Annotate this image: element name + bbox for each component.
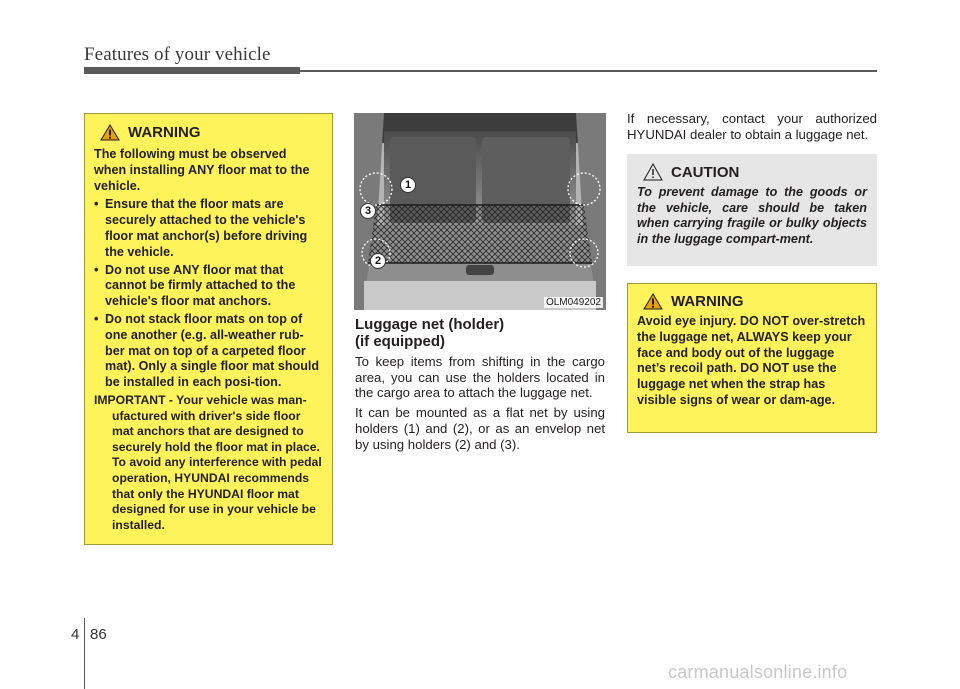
body-paragraph: If necessary, contact your authorized HYUNDAI dealer to obtain a luggage net.: [627, 111, 877, 142]
luggage-net-warning-box: [627, 283, 877, 433]
floor-mat-warning-box: [84, 113, 333, 545]
photo-code: OLM049202: [545, 297, 601, 308]
caution-triangle-icon: [643, 163, 663, 181]
luggage-net-body: [355, 354, 605, 456]
warning-bullet-list: [94, 197, 322, 391]
section-title: [355, 316, 607, 350]
body-paragraph: To keep items from shifting in the cargo area, you can use the holders located in the cargo area to attach the luggage net.: [355, 354, 605, 401]
warning-intro: The following must be observed when installing ANY floor mat to the vehicle.: [94, 147, 310, 193]
warning-body: [94, 147, 322, 533]
cargo-net-illustration: [354, 113, 606, 310]
warning-triangle-icon: [100, 124, 120, 141]
warning-title: WARNING: [128, 124, 201, 141]
section-title-line1: Luggage net (holder): [355, 316, 505, 333]
page-header-title: Features of your vehicle: [84, 44, 271, 65]
footer-rule: [84, 618, 85, 689]
warning-title: WARNING: [671, 293, 744, 310]
warning-body: Avoid eye injury. DO NOT over-stretch the luggage net, ALWAYS keep your face and body out of the luggage net’s recoil path. DO NOT use the luggage net when the strap has visible signs of wear or dam-age.: [637, 314, 866, 407]
caution-box: [627, 154, 877, 266]
callout-holder-1: 1: [400, 177, 416, 193]
header-rule-thick: [84, 67, 300, 74]
chapter-number: 4: [71, 626, 80, 643]
warning-triangle-icon: [643, 293, 663, 310]
cargo-area-photo: [354, 113, 606, 310]
body-paragraph: It can be mounted as a flat net by using holders (1) and (2), or as an envelop net by using holders (2) and (3).: [355, 405, 605, 452]
warning-heading: [100, 124, 322, 141]
important-note: IMPORTANT - Your vehicle was man-ufactured with driver's side floor mat anchors that are designed to securely hold the floor mat in place. To avoid any interference with pedal operation, HYUNDAI recommends that only the HYUNDAI floor mat designed for use in your vehicle be installed.: [94, 392, 322, 532]
section-title-line2: (if equipped): [355, 333, 445, 350]
warning-bullet: • Do not use ANY floor mat that cannot be firmly attached to the vehicle's floor mat anchors.: [94, 263, 322, 310]
caution-title: CAUTION: [671, 163, 740, 181]
page-number: 86: [90, 626, 107, 643]
caution-heading: [643, 163, 867, 181]
warning-bullet: • Do not stack floor mats on top of one another (e.g. all-weather rub-ber mat on top of a carpeted floor mat). Only a single floor mat should be installed in each posi-tion.: [94, 312, 322, 391]
watermark: carmanualsonline.info: [668, 662, 848, 682]
dealer-paragraph: [627, 111, 877, 146]
callout-holder-2: 2: [370, 253, 386, 269]
warning-bullet: • Ensure that the floor mats are securely attached to the vehicle's floor mat anchor(s) before driving the vehicle.: [94, 197, 322, 260]
caution-text: To prevent damage to the goods or the vehicle, care should be taken when carrying fragile or bulky objects in the luggage compart-ment.: [637, 185, 867, 246]
callout-holder-3: 3: [360, 203, 376, 219]
header-rule-thin: [296, 70, 877, 72]
warning-heading: [643, 293, 866, 310]
